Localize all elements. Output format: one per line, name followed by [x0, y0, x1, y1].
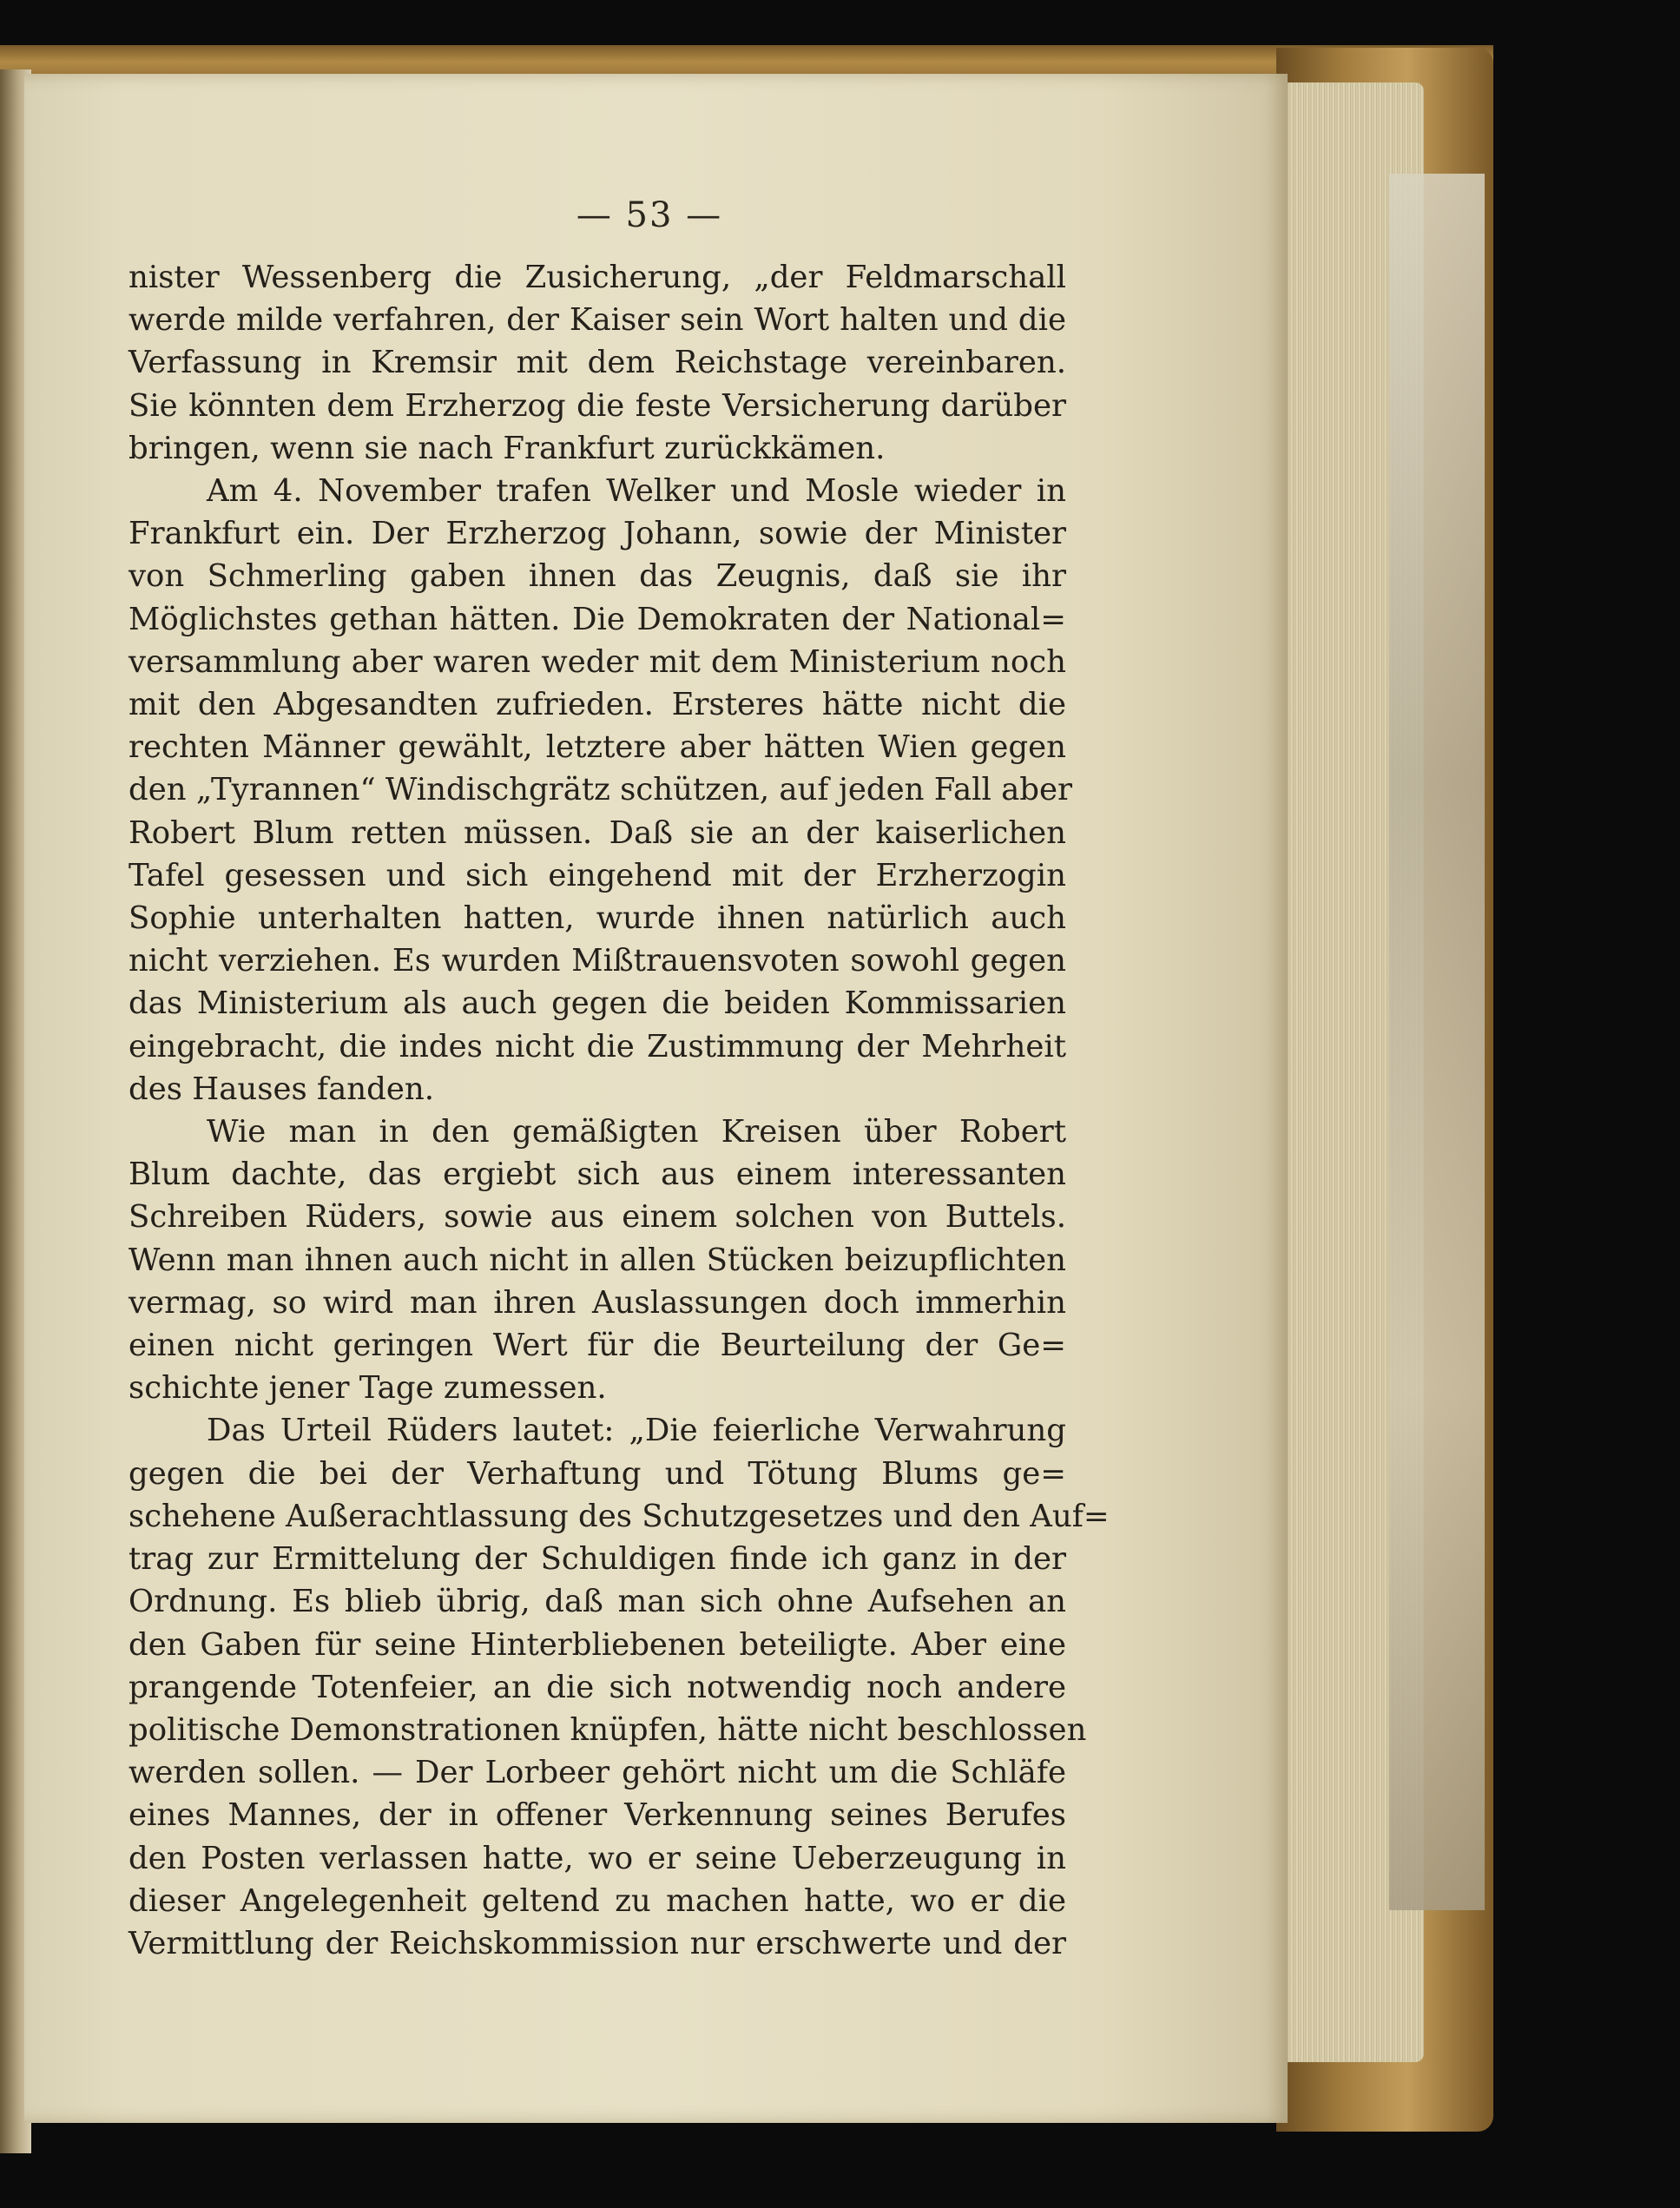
text-line: Sie könnten dem Erzherzog die feste Versicherung darüber	[128, 387, 1066, 424]
body-text	[128, 256, 1110, 1965]
text-line: vermag, so wird man ihren Auslassungen doch immerhin	[128, 1284, 1066, 1321]
text-line: nister Wessenberg die Zusicherung, „der Feldmarschall	[128, 260, 1066, 295]
text-line: Das Urteil Rüders lautet: „Die feierliche Verwahrung	[207, 1413, 1066, 1449]
text-line: werde milde verfahren, der Kaiser sein Wort halten und die	[128, 302, 1066, 339]
text-line: Wie man in den gemäßigten Kreisen über Robert	[207, 1114, 1066, 1150]
text-line: Ordnung. Es blieb übrig, daß man sich ohne Aufsehen an	[128, 1584, 1066, 1620]
text-line: den Posten verlassen hatte, wo er seine Ueberzeugung in	[128, 1840, 1066, 1876]
text-line: Robert Blum retten müssen. Daß sie an der kaiserlichen	[128, 814, 1066, 851]
text-line: nicht verziehen. Es wurden Mißtrauensvoten sowohl gegen	[128, 943, 1066, 979]
text-line: werden sollen. — Der Lorbeer gehört nicht um die Schläfe	[128, 1755, 1066, 1791]
text-line: Tafel gesessen und sich eingehend mit der Erzherzogin	[128, 857, 1066, 893]
text-line: Wenn man ihnen auch nicht in allen Stücken beizupflichten	[128, 1242, 1066, 1278]
text-line: bringen, wenn sie nach Frankfurt zurückkämen.	[128, 430, 886, 466]
text-line: politische Demonstrationen knüpfen, hätte nicht beschlossen	[128, 1711, 1087, 1748]
text-line: Sophie unterhalten hatten, wurde ihnen natürlich auch	[128, 900, 1066, 937]
text-line: von Schmerling gaben ihnen das Zeugnis, daß sie ihr	[128, 558, 1066, 595]
text-line: trag zur Ermittelung der Schuldigen finde ich ganz in der	[128, 1541, 1066, 1578]
text-line: dieser Angelegenheit geltend zu machen hatte, wo er die	[128, 1882, 1066, 1919]
text-line: eingebracht, die indes nicht die Zustimmung der Mehrheit	[128, 1028, 1066, 1064]
text-line: prangende Totenfeier, an die sich notwendig noch andere	[128, 1669, 1066, 1705]
paragraph-3	[128, 1111, 1066, 1409]
text-line: gegen die bei der Verhaftung und Tötung Blums ge=	[128, 1455, 1066, 1492]
text-line: Blum dachte, das ergiebt sich aus einem interessanten	[128, 1157, 1066, 1193]
text-line: Schreiben Rüders, sowie aus einem solchen von Buttels.	[128, 1199, 1066, 1236]
text-line: des Hauses fanden.	[128, 1071, 435, 1107]
text-line: einen nicht geringen Wert für die Beurteilung der Ge=	[128, 1328, 1066, 1364]
text-line: Vermittlung der Reichskommission nur erschwerte und der	[128, 1925, 1066, 1961]
text-line: Möglichstes gethan hätten. Die Demokraten der National=	[128, 601, 1066, 637]
text-line: versammlung aber waren weder mit dem Ministerium noch	[128, 643, 1066, 680]
paragraph-4	[128, 1409, 1110, 1965]
paragraph-2	[128, 470, 1072, 1111]
text-line: eines Mannes, der in offener Verkennung seines Berufes	[128, 1797, 1066, 1834]
text-line: rechten Männer gewählt, letztere aber hätten Wien gegen	[128, 729, 1066, 766]
text-line: das Ministerium als auch gegen die beiden Kommissarien	[128, 985, 1066, 1022]
text-line: den Gaben für seine Hinterbliebenen beteiligte. Aber eine	[128, 1626, 1066, 1663]
text-line: Frankfurt ein. Der Erzherzog Johann, sowie der Minister	[128, 516, 1066, 552]
text-line: Am 4. November trafen Welker und Mosle wieder in	[207, 473, 1066, 510]
paragraph-1	[128, 256, 1066, 470]
text-line: Verfassung in Kremsir mit dem Reichstage vereinbaren.	[128, 345, 1066, 381]
text-line: den „Tyrannen“ Windischgrätz schützen, auf jeden Fall aber	[128, 772, 1072, 808]
text-line: mit den Abgesandten zufrieden. Ersteres hätte nicht die	[128, 687, 1066, 723]
marbled-cover	[1389, 174, 1485, 1910]
text-line: schehene Außerachtlassung des Schutzgesetzes und den Auf=	[128, 1498, 1110, 1534]
book-page	[24, 74, 1288, 2123]
text-line: schichte jener Tage zumessen.	[128, 1370, 607, 1407]
page-number: — 53 —	[576, 195, 723, 235]
